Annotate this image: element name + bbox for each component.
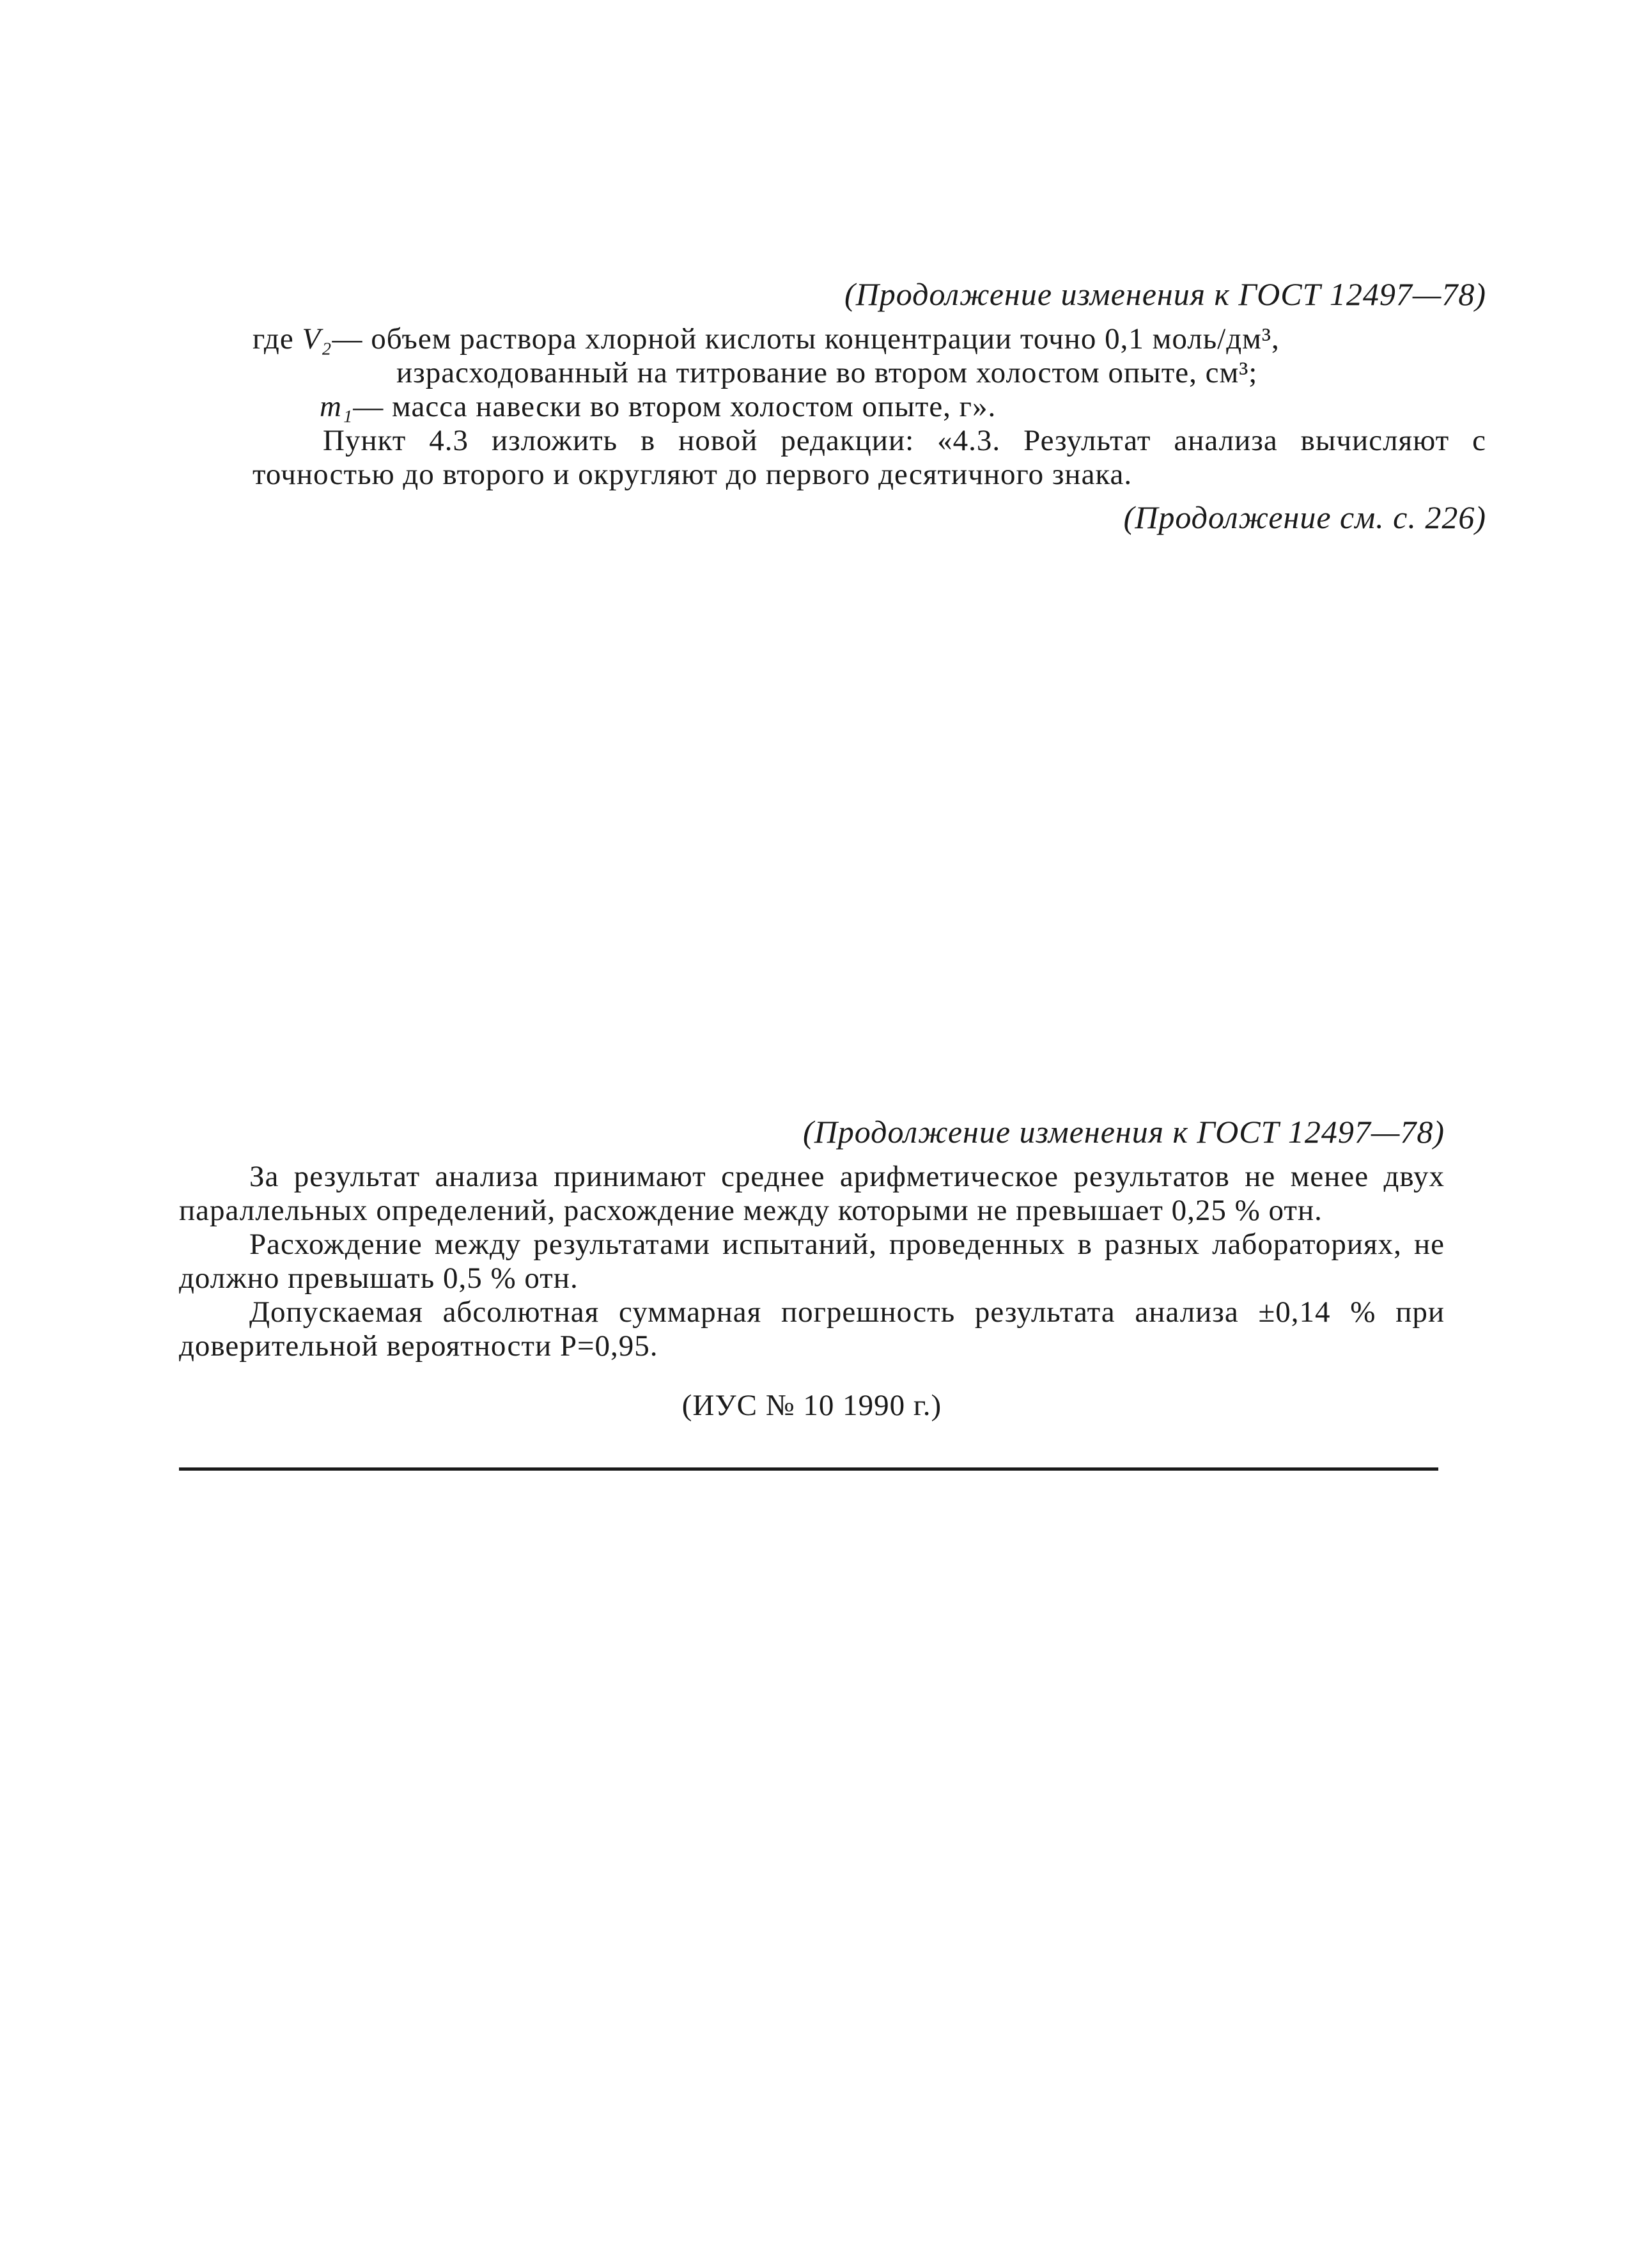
paragraph-clause-4-3: Пункт 4.3 изложить в новой редакции: «4.3. Результат анализа вычисляют с точностью до второго и округляют до первого десятичного знака. xyxy=(253,424,1486,491)
paragraph-result: За результат анализа принимают среднее арифметическое результатов не менее двух параллельных определений, расхождение между которыми не превышает 0,25 % отн. xyxy=(179,1160,1445,1227)
horizontal-rule xyxy=(179,1467,1438,1471)
where-word: где xyxy=(253,322,294,356)
continuation-block-top xyxy=(253,275,1486,568)
variable-definition-v2 xyxy=(253,322,1486,356)
variable-symbol-m1: m₁ xyxy=(320,390,354,423)
continuation-block-bottom xyxy=(179,1113,1445,1455)
continuation-footer: (Продолжение см. с. 226) xyxy=(1123,499,1486,535)
variable-description-v2-line2: израсходованный на титрование во втором холостом опыте, см³; xyxy=(396,356,1258,389)
continuation-header: (Продолжение изменения к ГОСТ 12497—78) xyxy=(844,276,1486,312)
source-reference: (ИУС № 10 1990 г.) xyxy=(681,1389,942,1422)
paragraph-error: Допускаемая абсолютная суммарная погрешность результата анализа ±0,14 % при доверительной вероятности P=0,95. xyxy=(179,1295,1445,1363)
variable-description-m1: — масса навески во втором холостом опыте, г». xyxy=(353,390,997,423)
variable-symbol-v2: V₂ xyxy=(302,322,332,356)
variable-description-v2-line1: — объем раствора хлорной кислоты концентрации точно 0,1 моль/дм³, xyxy=(332,322,1280,356)
variable-definition-m1 xyxy=(253,390,1486,424)
continuation-header: (Продолжение изменения к ГОСТ 12497—78) xyxy=(803,1114,1445,1150)
paragraph-labs-discrepancy: Расхождение между результатами испытаний, проведенных в разных лабораториях, не должно превышать 0,5 % отн. xyxy=(179,1228,1445,1295)
